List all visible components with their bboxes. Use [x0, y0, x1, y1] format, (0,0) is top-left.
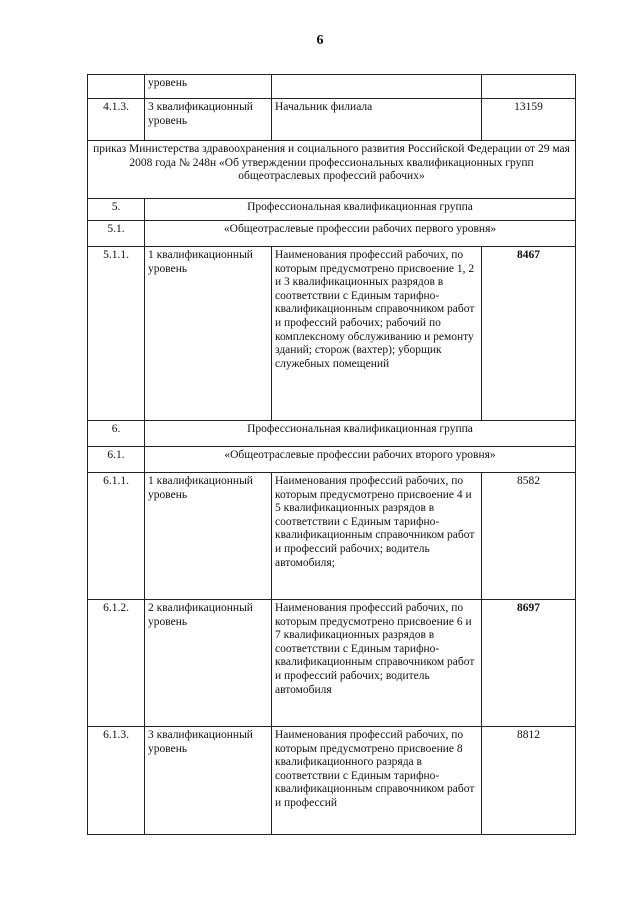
position-description: Наименования профессий рабочих, по которым предусмотрено присвоение 4 и 5 квалификационных разрядов в соответствии с Единым тарифно-квалификационным справочником работ и профессий рабочих; водитель автомобиля;: [272, 473, 482, 600]
row-number: 6.1.3.: [88, 727, 145, 835]
table-row: [88, 99, 576, 141]
table-row: [88, 75, 576, 99]
row-number: 4.1.3.: [88, 99, 145, 141]
table-row: [88, 473, 576, 600]
table-row: [88, 447, 576, 473]
group-title: Профессиональная квалификационная группа: [145, 421, 576, 447]
position-description: Наименования профессий рабочих, по которым предусмотрено присвоение 8 квалификационного разряда в соответствии с Единым тарифно-квалификационным справочником работ и профессий: [272, 727, 482, 835]
group-number: 6.: [88, 421, 145, 447]
position-description: [272, 75, 482, 99]
regulation-note: приказ Министерства здравоохранения и социального развития Российской Федерации от 29 мая 2008 года № 248н «Об утверждении профессиональных квалификационных групп общеотраслевых профессий рабочих»: [88, 141, 576, 199]
table-row: [88, 141, 576, 199]
salary-value: 8582: [482, 473, 576, 600]
qualification-level: 2 квалификационный уровень: [145, 600, 272, 727]
qualification-level: 1 квалификационный уровень: [145, 247, 272, 421]
group-title: «Общеотраслевые профессии рабочих второго уровня»: [145, 447, 576, 473]
table-row: [88, 727, 576, 835]
qualification-level: 3 квалификационный уровень: [145, 727, 272, 835]
salary-value: 8812: [482, 727, 576, 835]
row-number: 6.1.2.: [88, 600, 145, 727]
group-number: 5.1.: [88, 221, 145, 247]
group-title: «Общеотраслевые профессии рабочих первого уровня»: [145, 221, 576, 247]
row-number: 5.1.1.: [88, 247, 145, 421]
table-row: [88, 421, 576, 447]
qualification-level: 1 квалификационный уровень: [145, 473, 272, 600]
row-number: 6.1.1.: [88, 473, 145, 600]
qualification-level: уровень: [145, 75, 272, 99]
table-row: [88, 600, 576, 727]
qualification-level: 3 квалификационный уровень: [145, 99, 272, 141]
group-number: 5.: [88, 199, 145, 221]
salary-value: 8697: [482, 600, 576, 727]
position-description: Начальник филиала: [272, 99, 482, 141]
table-row: [88, 247, 576, 421]
table-row: [88, 221, 576, 247]
table-row: [88, 199, 576, 221]
salary-value: 8467: [482, 247, 576, 421]
row-number: [88, 75, 145, 99]
salary-table: [87, 74, 576, 835]
position-description: Наименования профессий рабочих, по которым предусмотрено присвоение 6 и 7 квалификационных разрядов в соответствии с Единым тарифно-квалификационным справочником работ и профессий рабочих; водитель автомобиля: [272, 600, 482, 727]
position-description: Наименования профессий рабочих, по которым предусмотрено присвоение 1, 2 и 3 квалификационных разрядов в соответствии с Единым тарифно-квалификационным справочником работ и профессий рабочих; рабочий по комплексному обслуживанию и ремонту зданий; сторож (вахтер); уборщик служебных помещений: [272, 247, 482, 421]
salary-value: [482, 75, 576, 99]
group-title: Профессиональная квалификационная группа: [145, 199, 576, 221]
page-number: 6: [316, 33, 324, 48]
group-number: 6.1.: [88, 447, 145, 473]
salary-value: 13159: [482, 99, 576, 141]
